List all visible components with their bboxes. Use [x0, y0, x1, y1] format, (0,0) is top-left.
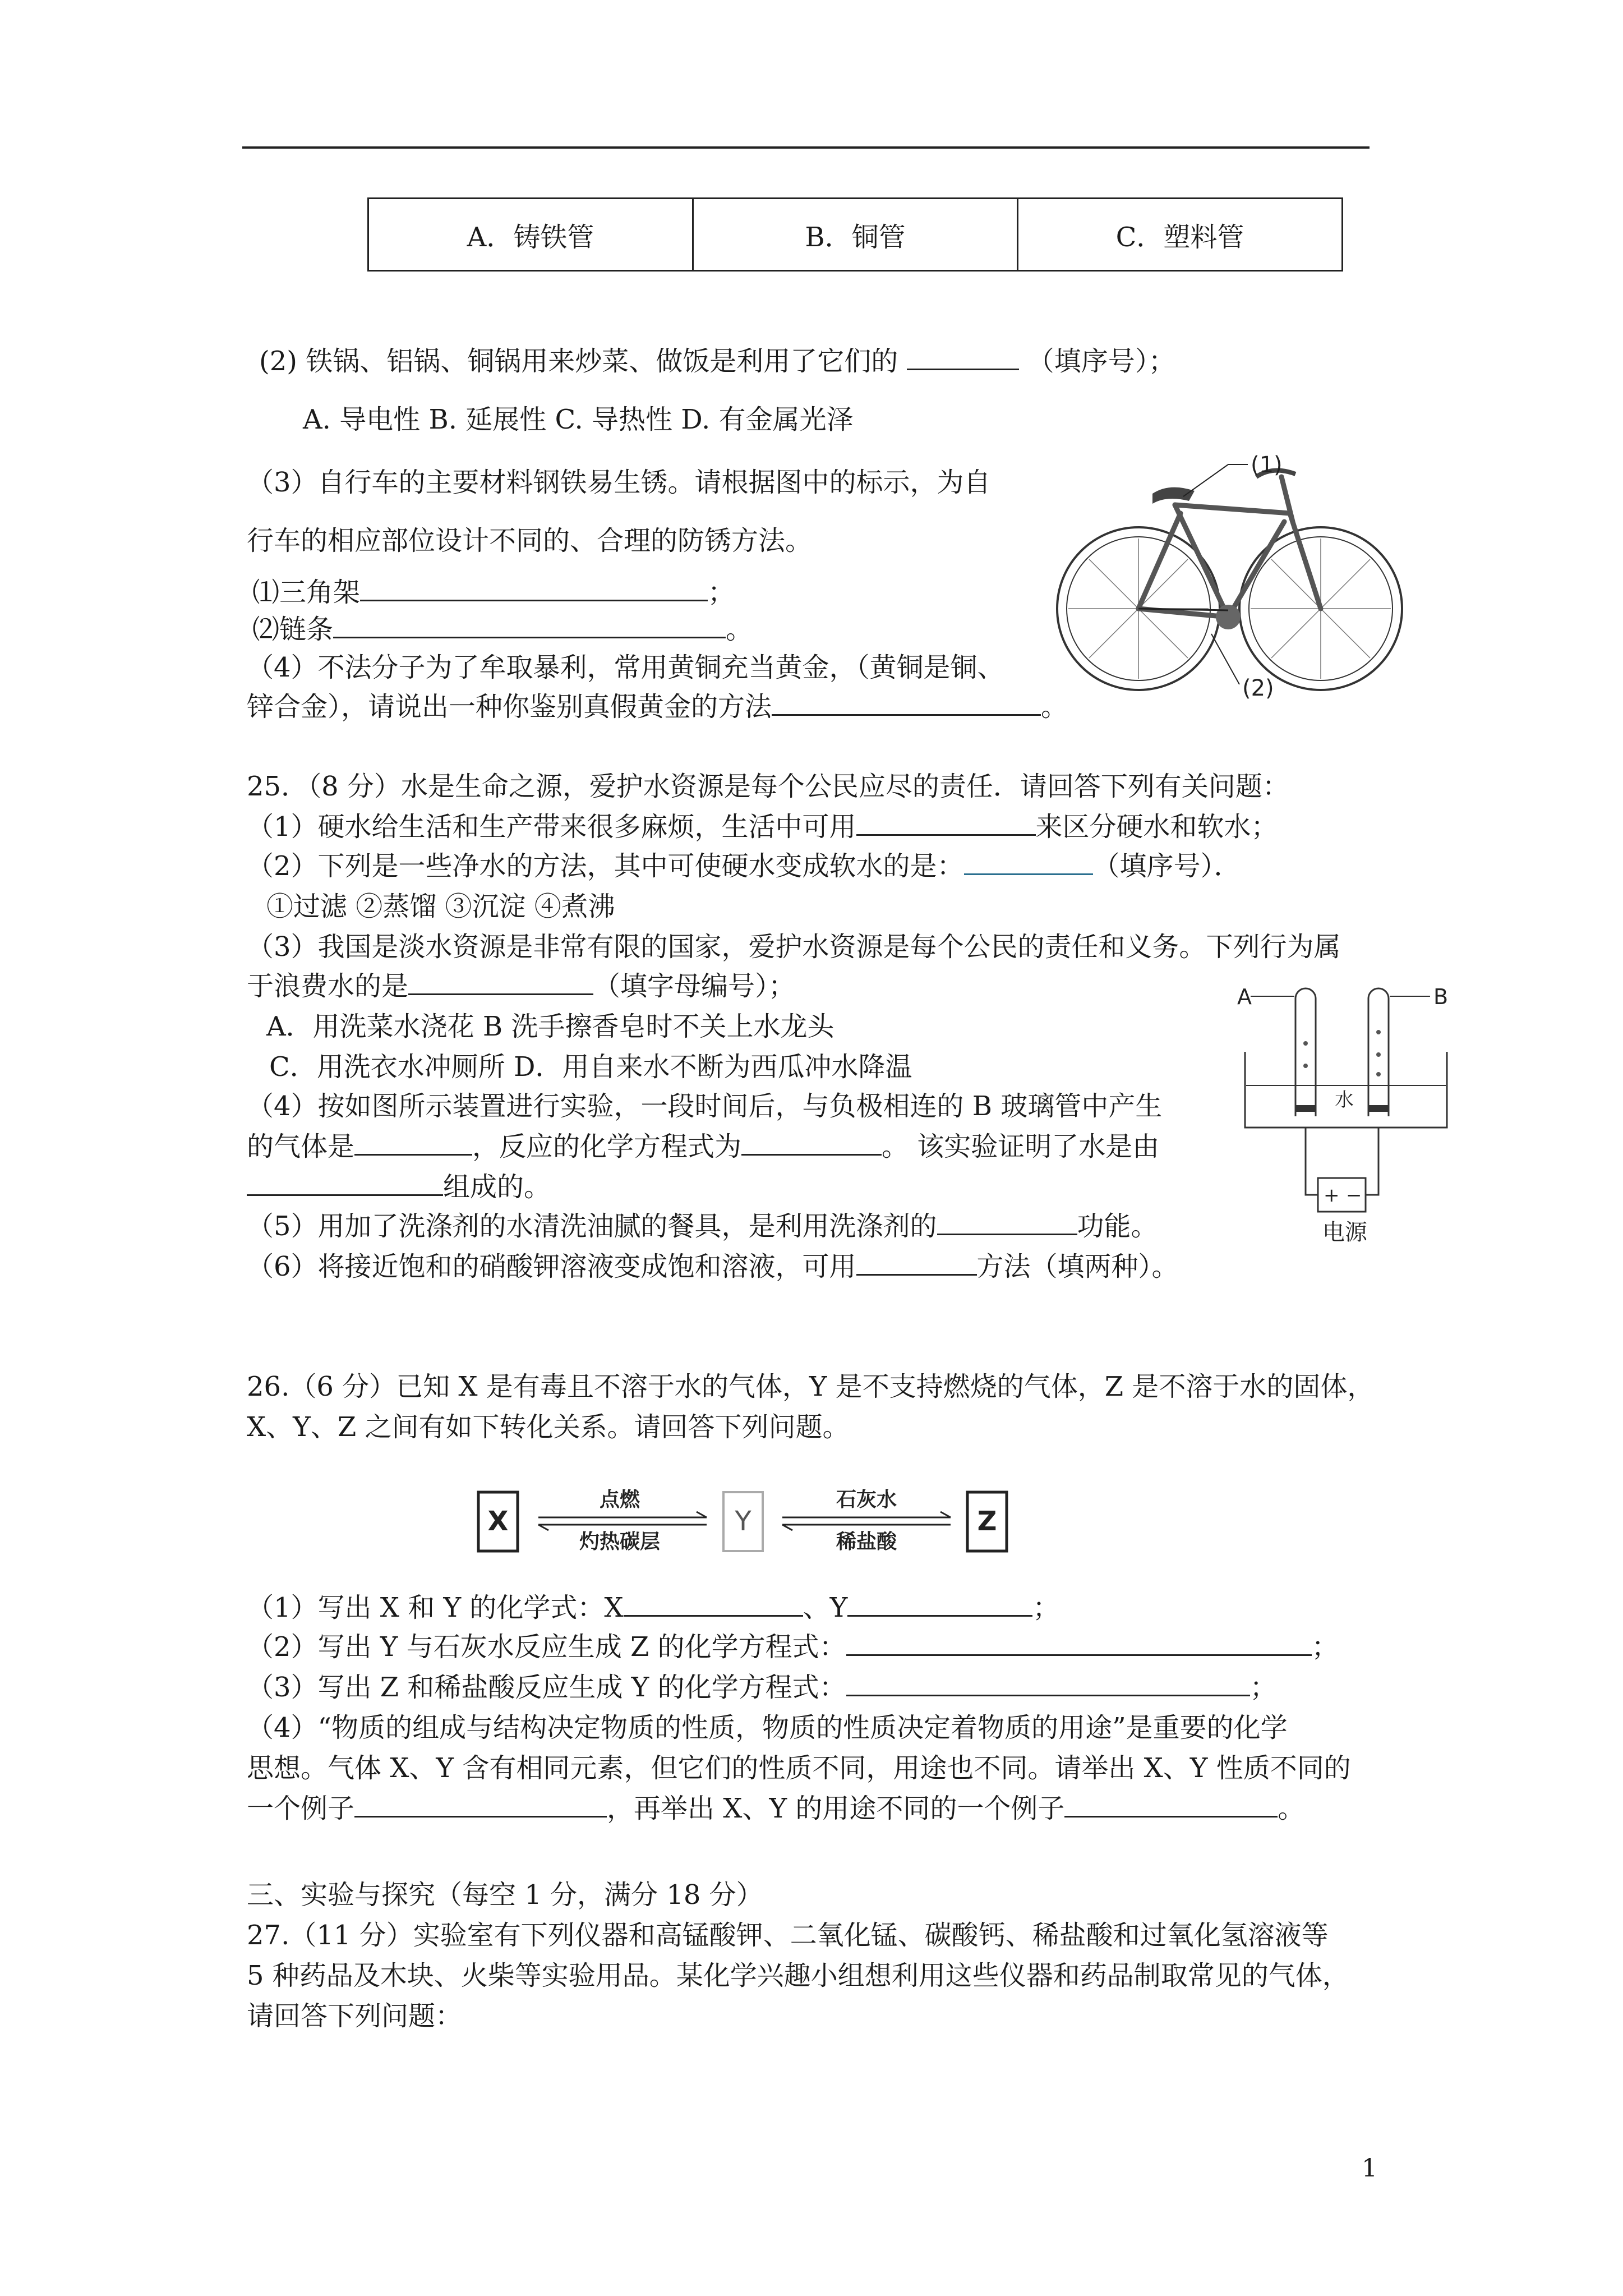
q25-p4-composition-blank[interactable] — [247, 1170, 443, 1196]
option-b-cell: B．铜管 — [693, 199, 1018, 271]
q24-p4-line2: 锌合金），请说出一种你鉴别真假黄金的方法 。 — [247, 689, 1068, 725]
bicycle-figure — [1054, 454, 1413, 712]
minus-sign: − — [1346, 1184, 1362, 1207]
q24-p2-blank[interactable] — [907, 344, 1019, 370]
q25-p6: （6）将接近饱和的硝酸钾溶液变成饱和溶液，可用 方法（填两种）。 — [247, 1249, 1179, 1285]
q25-p2-blank[interactable] — [964, 849, 1093, 875]
yz-top-label: 石灰水 — [836, 1488, 897, 1511]
q25-p3-blank[interactable] — [408, 969, 593, 995]
q25-p2-options: ①过滤 ②蒸馏 ③沉淀 ④煮沸 — [266, 891, 615, 922]
electrode-b — [1368, 1105, 1389, 1112]
section3-title: 三、实验与探究（每空 1 分，满分 18 分） — [247, 1879, 763, 1911]
q26-p3-blank[interactable] — [846, 1670, 1250, 1696]
electrode-a — [1295, 1105, 1316, 1112]
q27-line1: 27.（11 分）实验室有下列仪器和高锰酸钾、二氧化锰、碳酸钙、稀盐酸和过氧化氢溶液等 — [247, 1920, 1329, 1951]
q26-p1: （1）写出 X 和 Y 的化学式：X 、Y ； — [247, 1590, 1059, 1626]
q25-p1: （1）硬水给生活和生产带来很多麻烦，生活中可用 来区分硬水和软水； — [247, 809, 1278, 845]
bike-label-2: (2) — [1242, 675, 1274, 701]
options-table — [367, 197, 1343, 272]
q26-p2-blank[interactable] — [846, 1630, 1312, 1656]
q25-p6-blank[interactable] — [856, 1249, 977, 1276]
box-z-label: Z — [977, 1506, 997, 1537]
q25-p5-blank[interactable] — [937, 1209, 1077, 1235]
q25-p4-gas-blank[interactable] — [354, 1129, 472, 1156]
q26-p4-line1: （4）“物质的组成与结构决定物质的性质，物质的性质决定着物质的用途”是重要的化学 — [247, 1712, 1288, 1743]
q26-p3: （3）写出 Z 和稀盐酸反应生成 Y 的化学方程式： ； — [247, 1669, 1277, 1705]
q25-p4-line1: （4）按如图所示装置进行实验，一段时间后，与负极相连的 B 玻璃管中产生 — [247, 1091, 1163, 1122]
q26-title-line1: 26.（6 分）已知 X 是有毒且不溶于水的气体，Y 是不支持燃烧的气体，Z 是不溶于水的固体， — [247, 1371, 1375, 1402]
q26-x-blank[interactable] — [624, 1590, 803, 1617]
q24-p2-options: A. 导电性 B. 延展性 C. 导热性 D. 有金属光泽 — [303, 404, 854, 435]
option-a-cell: A．铸铁管 — [368, 199, 693, 271]
q24-p3a-blank[interactable] — [360, 575, 708, 601]
q27-line2: 5 种药品及木块、火柴等实验用品。某化学兴趣小组想利用这些仪器和药品制取常见的气体， — [247, 1960, 1349, 1991]
q26-p4-line3: 一个例子 ，再举出 X、Y 的用途不同的一个例子 。 — [247, 1791, 1304, 1826]
q24-p3b-blank[interactable] — [333, 612, 726, 638]
yz-bottom-label: 稀盐酸 — [836, 1530, 897, 1553]
q25-p4-equation-blank[interactable] — [741, 1129, 882, 1156]
header-rule — [242, 146, 1370, 149]
q25-p3-line2: 于浪费水的是 （填字母编号）； — [247, 968, 795, 1004]
power-label: 电源 — [1322, 1220, 1367, 1245]
q26-p2: （2）写出 Y 与石灰水反应生成 Z 的化学方程式： ； — [247, 1629, 1339, 1665]
plus-sign: + — [1324, 1184, 1340, 1207]
q26-title-line2: X、Y、Z 之间有如下转化关系。请回答下列问题。 — [247, 1411, 850, 1443]
q25-p4-line2: 的气体是 ，反应的化学方程式为 。 该实验证明了水是由 — [247, 1129, 1159, 1165]
q26-y-blank[interactable] — [847, 1590, 1032, 1617]
chainring — [1216, 605, 1241, 629]
q24-p3-line2: 行车的相应部位设计不同的、合理的防锈方法。 — [247, 525, 813, 556]
q25-p5: （5）用加了洗涤剂的水清洗油腻的餐具，是利用洗涤剂的 功能。 — [247, 1208, 1158, 1244]
q26-p4-property-blank[interactable] — [354, 1791, 607, 1818]
xy-top-label: 点燃 — [599, 1488, 640, 1511]
water-label: 水 — [1335, 1089, 1354, 1111]
electrolysis-figure — [1234, 976, 1469, 1245]
page-number: 1 — [1362, 2154, 1377, 2183]
tube-label-b: B — [1433, 984, 1449, 1009]
q24-p4-line1: （4）不法分子为了牟取暴利，常用黄铜充当黄金，（黄铜是铜、 — [247, 652, 1004, 683]
q24-p4-blank[interactable] — [772, 689, 1041, 716]
q24-p2: (2) 铁锅、铝锅、铜锅用来炒菜、做饭是利用了它们的 （填序号）； — [259, 343, 1175, 379]
q25-p3-options-ab: A．用洗菜水浇花 B 洗手擦香皂时不关上水龙头 — [266, 1011, 834, 1042]
q27-line3: 请回答下列问题： — [247, 2000, 463, 2032]
seat — [1152, 487, 1195, 504]
tube-label-a: A — [1237, 984, 1252, 1009]
box-y-label: Y — [735, 1506, 751, 1537]
box-x-label: X — [487, 1506, 509, 1537]
q26-p4-use-blank[interactable] — [1064, 1791, 1278, 1818]
q25-p2: （2）下列是一些净水的方法，其中可使硬水变成软水的是： （填序号）． — [247, 848, 1241, 884]
conversion-diagram — [477, 1481, 1015, 1565]
q24-p3-line1: （3）自行车的主要材料钢铁易生锈。请根据图中的标示，为自 — [247, 467, 991, 498]
xy-bottom-label: 灼热碳层 — [579, 1530, 661, 1553]
option-c-cell: C．塑料管 — [1018, 199, 1343, 271]
q25-p4-line3: 组成的。 — [247, 1169, 551, 1205]
q25-title: 25．（8 分）水是生命之源，爱护水资源是每个公民应尽的责任．请回答下列有关问题： — [247, 771, 1289, 802]
tube-a — [1295, 988, 1316, 1116]
bike-label-1: (1) — [1251, 454, 1283, 478]
q25-p1-blank[interactable] — [856, 809, 1036, 836]
q24-p3b: ⑵链条 。 — [252, 611, 753, 647]
q24-p3a: ⑴三角架 ； — [252, 574, 735, 610]
q25-p3-line1: （3）我国是淡水资源是非常有限的国家，爱护水资源是每个公民的责任和义务。下列行为属 — [247, 931, 1341, 963]
q26-p4-line2: 思想。气体 X、Y 含有相同元素，但它们的性质不同，用途也不同。请举出 X、Y 性质不同的 — [247, 1752, 1351, 1784]
q25-p3-options-cd: C．用洗衣水冲厕所 D．用自来水不断为西瓜冲水降温 — [269, 1051, 912, 1083]
